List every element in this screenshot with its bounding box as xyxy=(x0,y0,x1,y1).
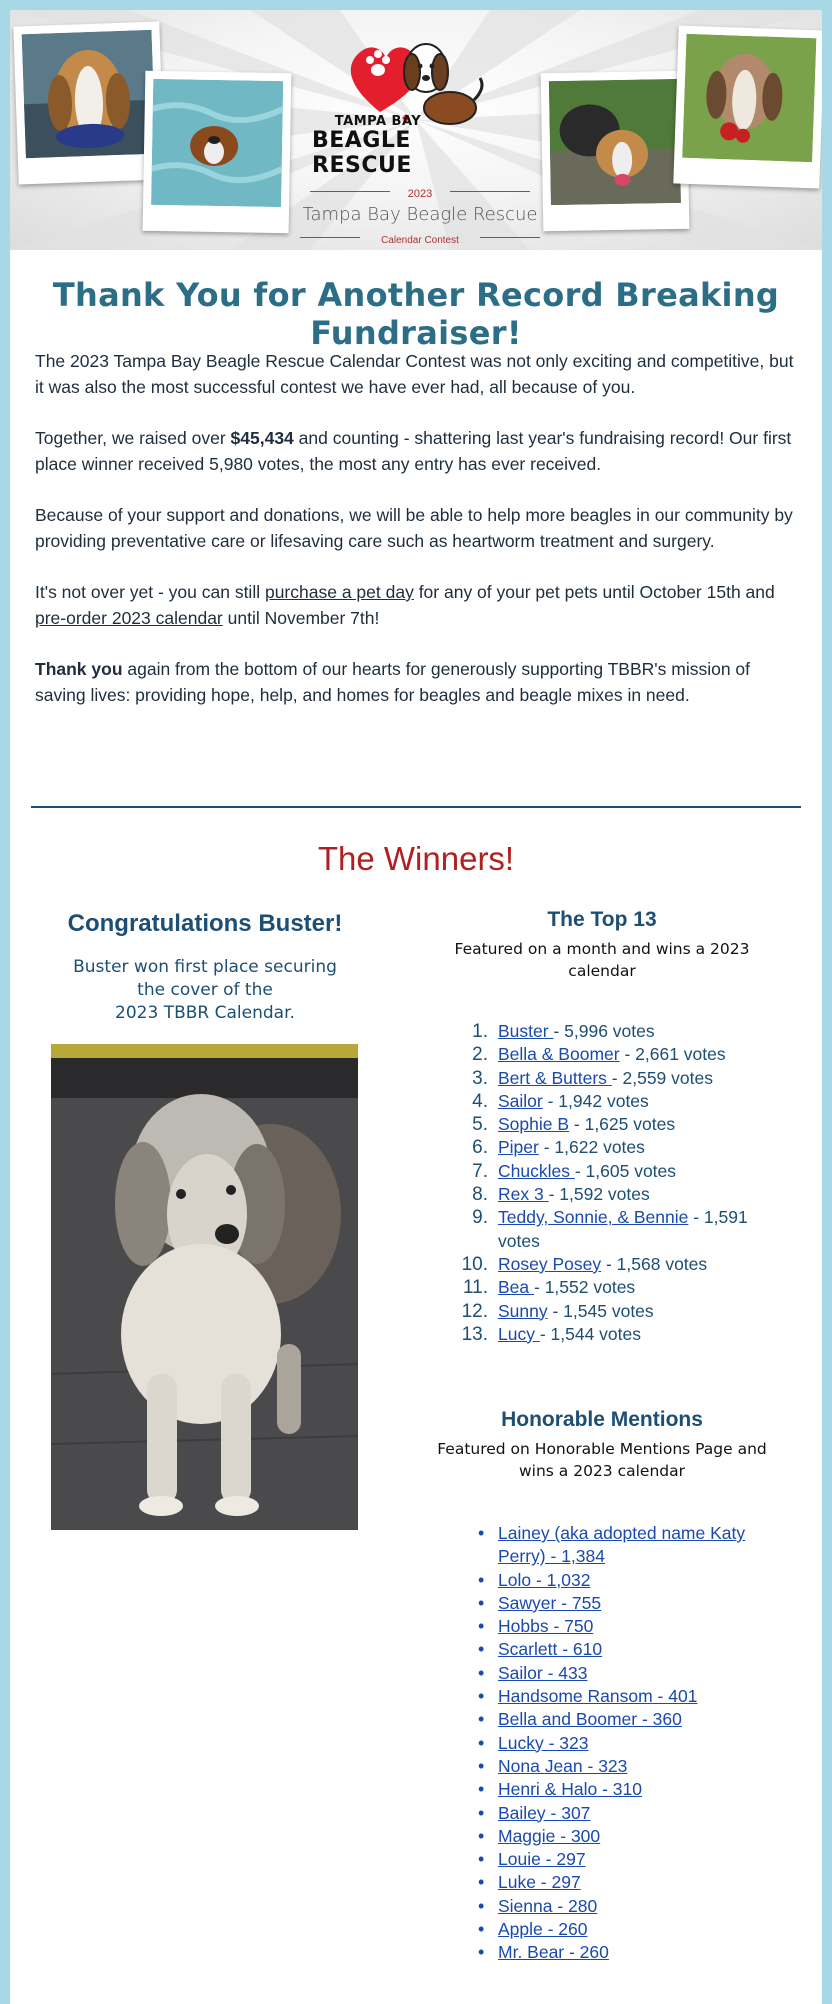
top13-subtitle: Featured on a month and wins a 2023 calendar xyxy=(454,940,750,980)
entry-link[interactable]: Sailor xyxy=(498,1090,543,1111)
rank-number: 9. xyxy=(472,1207,488,1229)
logo-text-tampa-bay: TAMPA BAY xyxy=(334,114,422,129)
paragraph-total-raised xyxy=(35,425,795,477)
vote-count: - 1,568 votes xyxy=(601,1253,708,1274)
honorable-item xyxy=(422,1708,782,1731)
entry-link[interactable]: Sunny xyxy=(498,1300,548,1321)
vote-count: - 5,996 votes xyxy=(553,1021,655,1041)
vote-count: - 1,591 votes xyxy=(498,1207,748,1251)
vote-count: - 1,545 votes xyxy=(547,1300,654,1321)
honorable-entry-link[interactable]: Bailey - 307 xyxy=(498,1802,591,1823)
top13-item xyxy=(422,1160,782,1183)
header-banner xyxy=(10,10,822,250)
caption-line: 2023 TBBR Calendar. xyxy=(115,1003,295,1023)
beagle-swimming-photo xyxy=(151,79,283,207)
vote-count: - 1,552 votes xyxy=(534,1277,636,1298)
top13-item xyxy=(422,1183,782,1206)
beagle-bowtie-photo xyxy=(22,30,156,158)
paragraph-intro: The 2023 Tampa Bay Beagle Rescue Calendar Contest was not only exciting and competitive, but it was also the most successful contest we have ever had, all because of you. xyxy=(35,351,794,397)
top13-item xyxy=(422,1020,782,1043)
email-card xyxy=(10,10,822,2004)
top13-item xyxy=(422,1090,782,1113)
honorable-item xyxy=(422,1918,782,1941)
photo-frame-beagle-bowtie xyxy=(13,22,164,185)
honorable-subtitle: Featured on Honorable Mentions Page and wins a 2023 calendar xyxy=(437,1440,767,1480)
honorable-item xyxy=(422,1848,782,1871)
honorable-item xyxy=(422,1615,782,1638)
top13-item xyxy=(422,1067,782,1090)
entry-link[interactable]: Lucy xyxy=(498,1323,540,1344)
honorable-item xyxy=(422,1662,782,1685)
text-segment: It's not over yet - you can still xyxy=(35,582,265,602)
entry-link[interactable]: Piper xyxy=(498,1137,539,1158)
vote-count: - 1,942 votes xyxy=(542,1090,649,1111)
entry-link[interactable]: Rosey Posey xyxy=(498,1253,602,1274)
entry-link[interactable]: Sophie B xyxy=(498,1114,570,1135)
rankings-section xyxy=(422,908,782,1963)
rank-number: 11. xyxy=(462,1277,488,1299)
honorable-item xyxy=(422,1638,782,1661)
vote-count: - 1,605 votes xyxy=(574,1160,677,1181)
caption-line: the cover of the xyxy=(137,980,273,1000)
text-segment: Together, we raised over xyxy=(35,428,231,448)
top13-item xyxy=(422,1323,782,1346)
photo-frame-beagle-flower xyxy=(673,26,822,189)
photo-frame-beagle-lying xyxy=(541,71,690,232)
honorable-entry-link[interactable]: Lainey (aka adopted name Katy Perry) - 1,384 xyxy=(498,1523,746,1567)
honorable-item xyxy=(422,1802,782,1825)
caption-line: Buster won first place securing xyxy=(73,957,337,977)
page-title: Thank You for Another Record Breaking Fundraiser! xyxy=(52,276,780,352)
rank-number: 2. xyxy=(472,1044,488,1066)
top13-item xyxy=(422,1253,782,1276)
honorable-item xyxy=(422,1522,782,1569)
top13-item xyxy=(422,1206,782,1253)
top13-item xyxy=(422,1276,782,1299)
first-place-caption xyxy=(40,956,370,1025)
year-label: 2023 xyxy=(407,188,433,200)
paragraph-not-over xyxy=(35,579,795,631)
purchase-pet-day-link[interactable]: purchase a pet day xyxy=(264,582,414,602)
top13-heading: The Top 13 xyxy=(547,908,657,931)
rank-number: 4. xyxy=(472,1090,488,1112)
org-name: Tampa Bay Beagle Rescue xyxy=(302,204,538,225)
honorable-entry-link[interactable]: Sawyer - 755 xyxy=(498,1592,602,1613)
photo-frame-beagle-swimming xyxy=(143,71,292,234)
top13-item xyxy=(422,1136,782,1159)
top13-item xyxy=(422,1113,782,1136)
congrats-heading: Congratulations Buster! xyxy=(67,910,343,937)
paragraph-support: Because of your support and donations, we will be able to help more beagles in our community by providing preventative care or lifesaving care such as heartworm treatment and surgery. xyxy=(35,505,793,551)
thank-you-bold: Thank you xyxy=(35,659,123,679)
vote-count: - 1,544 votes xyxy=(539,1323,641,1344)
year-line xyxy=(310,184,530,198)
vote-count: - 1,625 votes xyxy=(569,1114,676,1135)
beagle-flower-photo xyxy=(682,34,816,162)
contest-line xyxy=(300,230,540,244)
entry-link[interactable]: Bella & Boomer xyxy=(498,1044,620,1065)
honorable-item xyxy=(422,1592,782,1615)
honorable-item xyxy=(422,1685,782,1708)
honorable-item xyxy=(422,1778,782,1801)
first-place-section xyxy=(40,910,370,1025)
vote-count: - 2,661 votes xyxy=(619,1044,726,1065)
rank-number: 5. xyxy=(472,1114,488,1136)
honorable-entry-link[interactable]: Mr. Bear - 260 xyxy=(498,1942,609,1963)
entry-link[interactable]: Bert & Butters xyxy=(498,1067,612,1088)
honorable-entry-link[interactable]: Henri & Halo - 310 xyxy=(498,1779,642,1800)
honorable-entry-link[interactable]: Luke - 297 xyxy=(498,1872,581,1893)
honorable-entry-link[interactable]: Scarlett - 610 xyxy=(498,1639,603,1660)
honorable-item xyxy=(422,1569,782,1592)
honorable-entry-link[interactable]: Nona Jean - 323 xyxy=(498,1755,628,1776)
honorable-entry-link[interactable]: Sailor - 433 xyxy=(498,1662,588,1683)
rank-number: 13. xyxy=(461,1323,488,1345)
amount-raised: $45,434 xyxy=(230,428,294,448)
rank-number: 7. xyxy=(472,1160,488,1182)
rank-number: 1. xyxy=(472,1021,488,1042)
beagle-lying-photo xyxy=(549,79,681,205)
honorable-entry-link[interactable]: Sienna - 280 xyxy=(498,1895,598,1916)
honorable-item xyxy=(422,1825,782,1848)
honorable-entry-link[interactable]: Louie - 297 xyxy=(498,1849,586,1870)
entry-link[interactable]: Rex 3 xyxy=(498,1184,549,1205)
rank-number: 6. xyxy=(472,1137,488,1159)
honorable-entry-link[interactable]: Apple - 260 xyxy=(498,1919,588,1940)
honorable-item xyxy=(422,1941,782,1964)
honorable-item xyxy=(422,1732,782,1755)
buster-photo xyxy=(51,1044,358,1530)
honorable-entry-link[interactable]: Hobbs - 750 xyxy=(498,1616,594,1637)
vote-count: - 1,592 votes xyxy=(548,1184,650,1205)
honorable-entry-link[interactable]: Maggie - 300 xyxy=(498,1825,601,1846)
honorable-item xyxy=(422,1895,782,1918)
rank-number: 8. xyxy=(472,1184,488,1206)
logo xyxy=(300,28,540,246)
honorable-entry-link[interactable]: Lucky - 323 xyxy=(498,1732,589,1753)
vote-count: - 2,559 votes xyxy=(611,1067,713,1088)
text-segment: for any of your pet pets until October 15th and xyxy=(413,582,775,602)
honorable-entry-link[interactable]: Handsome Ransom - 401 xyxy=(498,1686,698,1707)
honorable-item xyxy=(422,1871,782,1894)
honorable-list xyxy=(422,1522,782,1965)
entry-link[interactable]: Teddy, Sonnie, & Bennie xyxy=(498,1207,689,1228)
entry-link[interactable]: Chuckles xyxy=(498,1160,575,1181)
top13-item xyxy=(422,1043,782,1066)
paragraph-thank-you xyxy=(35,656,795,708)
text-segment: and counting - shattering last year's fundraising record! Our first place winner received 5,980 votes, the most any entry has ever received. xyxy=(35,428,792,474)
rank-number: 12. xyxy=(461,1300,488,1322)
honorable-item xyxy=(422,1755,782,1778)
honorable-heading: Honorable Mentions xyxy=(501,1408,703,1431)
preorder-calendar-link[interactable]: pre-order 2023 calendar xyxy=(35,608,223,628)
logo-text-beagle-rescue: BEAGLE RESCUE xyxy=(312,128,412,178)
entry-link[interactable]: Bea xyxy=(498,1277,534,1298)
top13-item xyxy=(422,1300,782,1323)
contest-label: Calendar Contest xyxy=(381,235,459,246)
message-body xyxy=(35,348,795,733)
rank-number: 3. xyxy=(472,1067,488,1089)
honorable-entry-link[interactable]: Bella and Boomer - 360 xyxy=(498,1709,682,1730)
top13-list xyxy=(422,1020,782,1346)
text-segment: until November 7th! xyxy=(222,608,380,628)
honorable-mentions-section xyxy=(422,1408,782,1963)
honorable-entry-link[interactable]: Lolo - 1,032 xyxy=(498,1569,591,1590)
vote-count: - 1,622 votes xyxy=(538,1137,645,1158)
rank-number: 10. xyxy=(461,1253,488,1275)
winners-heading: The Winners! xyxy=(317,840,515,877)
text-segment: again from the bottom of our hearts for generously supporting TBBR's mission of saving lives: providing hope, help, and homes for beagles and beagle mixes in need. xyxy=(35,659,751,705)
entry-link[interactable]: Buster xyxy=(498,1021,554,1041)
section-divider xyxy=(31,806,801,808)
